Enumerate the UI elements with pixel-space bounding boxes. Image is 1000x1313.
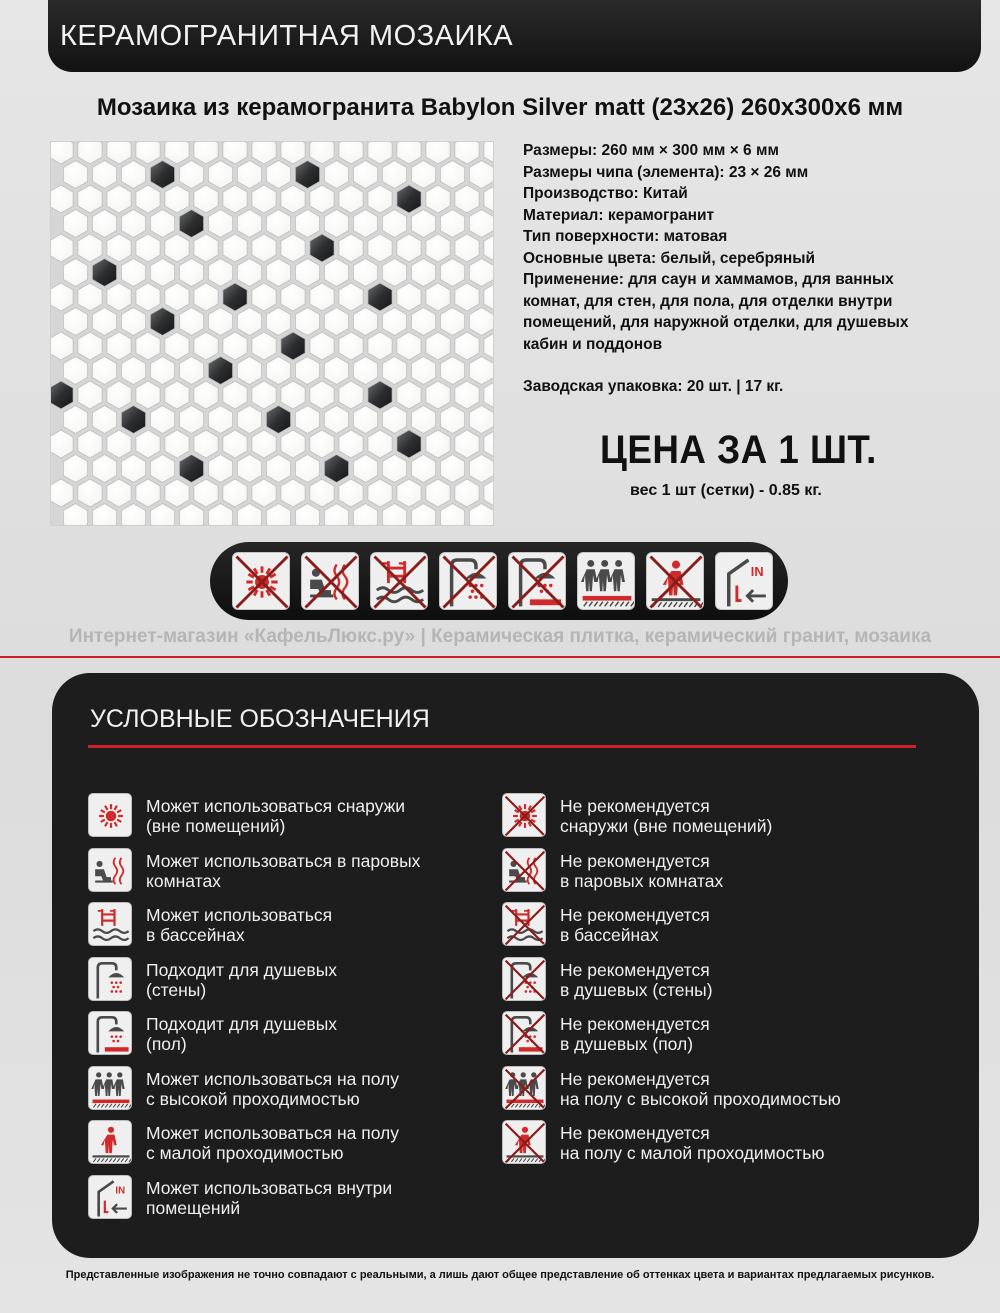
svg-text:IN: IN xyxy=(115,1185,126,1197)
legend-item xyxy=(502,1011,932,1066)
legend-item-label xyxy=(560,1066,841,1109)
outdoor-not-recommended-icon xyxy=(232,552,290,610)
legend-item-label xyxy=(560,902,710,945)
legend-item-line: Не рекомендуется xyxy=(560,1014,710,1034)
legend-item-label xyxy=(560,1120,824,1163)
low-traffic-floor-not-recommended-icon xyxy=(502,1120,546,1164)
legend-item-line: Подходит для душевых xyxy=(146,1014,338,1034)
legend-item-line: (стены) xyxy=(146,979,207,1000)
legend-item-line: на полу с высокой проходимостью xyxy=(560,1088,841,1109)
steam-room-not-recommended-icon xyxy=(502,848,546,892)
shower-floor-not-recommended-icon xyxy=(508,552,566,610)
legend-item-label xyxy=(146,902,332,945)
outdoor-not-recommended-icon xyxy=(502,793,546,837)
product-photo xyxy=(50,141,494,526)
legend-item-line: Может использоваться на полу xyxy=(146,1068,399,1089)
shower-wall-not-recommended-icon xyxy=(502,957,546,1001)
legend-item xyxy=(502,848,932,903)
steam-room-not-recommended-icon xyxy=(301,552,359,610)
spec-chip-size: Размеры чипа (элемента): 23 × 26 мм xyxy=(523,163,809,181)
usage-icon-strip xyxy=(210,542,788,620)
legend-item-line: в бассейнах xyxy=(146,925,245,945)
legend-item-line: Не рекомендуется xyxy=(560,905,710,925)
spec-usage-line: комнат, для стен, для пола, для отделки внутри xyxy=(523,292,893,310)
legend-item-line: (вне помещений) xyxy=(146,816,286,836)
legend-item-label xyxy=(146,1066,399,1109)
legend-item-line: на полу с малой проходимостью xyxy=(560,1143,825,1163)
high-traffic-floor-icon xyxy=(577,552,635,610)
legend-item-line: (пол) xyxy=(146,1034,187,1054)
header-title: КЕРАМОГРАНИТНАЯ МОЗАИКА xyxy=(60,20,514,52)
spec-usage-line: кабин и поддонов xyxy=(523,335,663,353)
legend-item-line: Может использоваться в паровых xyxy=(146,850,421,871)
legend-item xyxy=(502,957,932,1012)
legend-item-line: комнатах xyxy=(146,870,221,891)
low-traffic-floor-icon xyxy=(88,1120,132,1164)
legend-item-line: Не рекомендуется xyxy=(560,850,710,871)
shower-floor-not-recommended-icon xyxy=(502,1011,546,1055)
legend-item-line: Может использоваться на полу xyxy=(146,1123,399,1143)
legend-item-line: Подходит для душевых xyxy=(146,959,338,980)
legend-item xyxy=(88,902,488,957)
legend-item-label xyxy=(146,1175,392,1218)
legend-item xyxy=(88,1120,488,1175)
legend-item xyxy=(88,1011,488,1066)
shower-wall-icon xyxy=(88,957,132,1001)
legend-item-line: в душевых (стены) xyxy=(560,979,713,1000)
legend-item-label xyxy=(146,793,405,836)
legend-item-label xyxy=(146,1120,399,1163)
legend-item-line: Не рекомендуется xyxy=(560,1123,710,1143)
legend-divider xyxy=(88,745,916,748)
indoor-use-icon xyxy=(715,552,773,610)
header-bar xyxy=(48,0,981,72)
svg-text:IN: IN xyxy=(750,564,764,580)
product-title: Мозаика из керамогранита Babylon Silver matt (23x26) 260x300x6 мм xyxy=(96,94,904,121)
high-traffic-floor-icon xyxy=(88,1066,132,1110)
shower-wall-not-recommended-icon xyxy=(439,552,497,610)
pool-icon xyxy=(88,902,132,946)
pool-not-recommended-icon xyxy=(370,552,428,610)
legend-item-line: помещений xyxy=(146,1197,241,1218)
legend-item xyxy=(88,848,488,903)
shower-floor-icon xyxy=(88,1011,132,1055)
legend-item-label xyxy=(146,848,420,891)
high-traffic-floor-not-recommended-icon xyxy=(502,1066,546,1110)
spec-usage-line: Применение: для саун и хаммамов, для ванных xyxy=(523,271,894,288)
outdoor-icon xyxy=(88,793,132,837)
spec-packaging: Заводская упаковка: 20 шт. | 17 кг. xyxy=(523,378,784,395)
legend-column-allowed xyxy=(88,793,488,1229)
legend-title: УСЛОВНЫЕ ОБОЗНАЧЕНИЯ xyxy=(90,705,430,733)
legend-item xyxy=(88,1175,488,1230)
legend-item-label xyxy=(146,1011,337,1054)
legend-item-line: Может использоваться снаружи xyxy=(146,796,406,816)
legend-item-line: Может использоваться внутри xyxy=(146,1177,393,1198)
legend-item xyxy=(502,1066,932,1121)
legend-item-line: в паровых комнатах xyxy=(560,870,724,891)
legend-item xyxy=(502,1120,932,1175)
legend-item-label xyxy=(560,957,713,1000)
disclaimer: Представленные изображения не точно совпадают с реальными, а лишь дают общее представление об оттенках цвета и вариантах предлагаемых рисунков. xyxy=(65,1269,935,1281)
legend-item-line: Не рекомендуется xyxy=(560,796,710,816)
legend-item-line: с высокой проходимостью xyxy=(146,1088,360,1109)
steam-room-icon xyxy=(88,848,132,892)
legend-item-label xyxy=(560,793,772,836)
legend-item-label xyxy=(560,848,723,891)
legend-item-line: Может использоваться xyxy=(146,905,333,925)
legend-item-line: Не рекомендуется xyxy=(560,959,710,980)
legend-item-line: с малой проходимостью xyxy=(146,1143,344,1163)
specs-block xyxy=(523,140,953,398)
legend-item-label xyxy=(146,957,337,1000)
legend-item-line: в бассейнах xyxy=(560,925,659,945)
spec-colors: Основные цвета: белый, серебряный xyxy=(523,249,816,267)
spec-surface: Тип поверхности: матовая xyxy=(523,228,728,245)
shop-tagline: Интернет-магазин «КафельЛюкс.ру» | Керамическая плитка, керамический гранит, мозаика xyxy=(68,626,932,647)
legend-item-line: Не рекомендуется xyxy=(560,1068,710,1089)
price-title: ЦЕНА ЗА 1 ШТ. xyxy=(600,428,877,472)
legend-panel xyxy=(52,673,979,1258)
low-traffic-floor-not-recommended-icon xyxy=(646,552,704,610)
indoor-use-icon xyxy=(88,1175,132,1219)
spec-size: Размеры: 260 мм × 300 мм × 6 мм xyxy=(523,142,779,159)
legend-item xyxy=(502,902,932,957)
legend-item xyxy=(88,793,488,848)
spec-origin: Производство: Китай xyxy=(523,185,688,202)
pool-not-recommended-icon xyxy=(502,902,546,946)
divider-line xyxy=(0,656,1000,658)
spec-material: Материал: керамогранит xyxy=(523,206,715,224)
legend-item-line: снаружи (вне помещений) xyxy=(560,816,773,836)
legend-item xyxy=(88,1066,488,1121)
legend-item-line: в душевых (пол) xyxy=(560,1034,694,1054)
spec-usage-line: помещений, для наружной отделки, для душевых xyxy=(523,314,909,331)
hexagon-mosaic-photo xyxy=(51,142,494,526)
legend-item xyxy=(88,957,488,1012)
legend-column-not-recommended xyxy=(502,793,932,1175)
legend-item-label xyxy=(560,1011,710,1054)
legend-item xyxy=(502,793,932,848)
price-weight: вес 1 шт (сетки) - 0.85 кг. xyxy=(630,482,822,499)
